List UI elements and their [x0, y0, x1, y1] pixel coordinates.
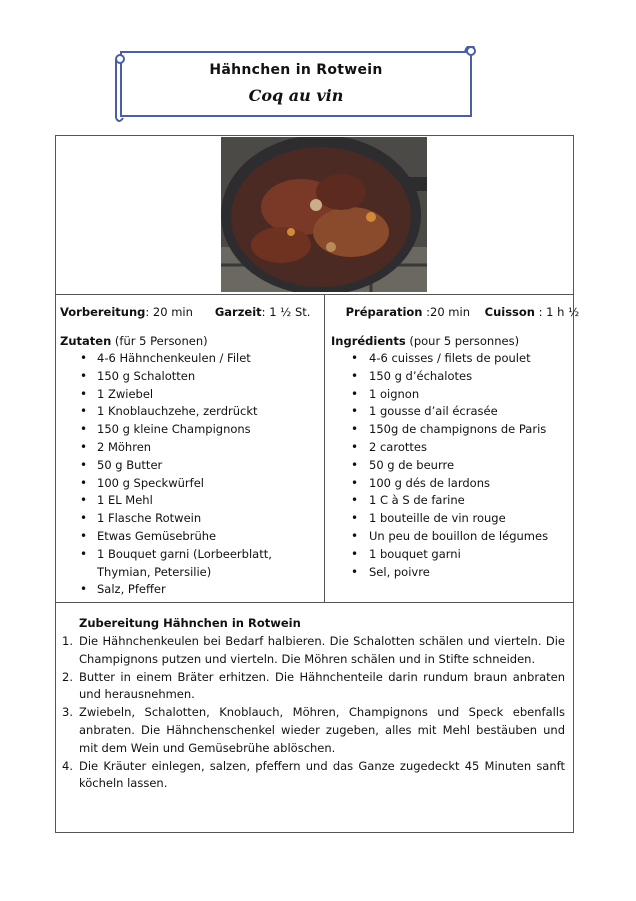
german-ingredients-label: Zutaten: [60, 334, 112, 348]
list-item: • 50 g de beurre: [331, 457, 573, 475]
french-ingredient-list: [331, 350, 573, 581]
list-item: • 1 gousse d’ail écrasée: [331, 403, 573, 421]
step-number: 2.: [62, 669, 73, 684]
list-item: • 1 Knoblauchzehe, zerdrückt: [60, 403, 324, 421]
french-ingredients-note: (pour 5 personnes): [405, 334, 520, 348]
recipe-card: [55, 135, 580, 833]
list-item: • 50 g Butter: [60, 457, 324, 475]
step-number: 3.: [62, 705, 73, 720]
german-cook-label: Garzeit: [214, 305, 262, 319]
list-item: • 1 Bouquet garni (Lorbeerblatt, Thymian, Petersilie): [60, 546, 324, 582]
step-number: 1.: [62, 634, 73, 648]
list-item: • 1 bouquet garni: [331, 546, 573, 564]
french-prep-value: :20 min: [422, 305, 470, 319]
step-text: Die Hähnchenkeulen bei Bedarf halbieren. Die Schalotten schälen und vierteln. Die Champignons putzen und vierteln. Die Möhren schälen und in Stifte schneiden.: [79, 634, 565, 666]
list-item: • 150 g kleine Champignons: [60, 421, 324, 439]
list-item: • 1 bouteille de vin rouge: [331, 510, 573, 528]
list-item: • 4-6 cuisses / filets de poulet: [331, 350, 573, 368]
list-item: • 150 g Schalotten: [60, 368, 324, 386]
german-column: [56, 294, 325, 602]
german-prep-label: Vorbereitung: [60, 305, 146, 319]
list-item: • 100 g Speckwürfel: [60, 475, 324, 493]
step-item: [62, 633, 565, 669]
french-ingredients-label: Ingrédients: [331, 334, 406, 348]
list-item: • 100 g dés de lardons: [331, 475, 573, 493]
preparation-section: [56, 602, 573, 832]
list-item: • 1 C à S de farine: [331, 492, 573, 510]
list-item: • 2 Möhren: [60, 439, 324, 457]
list-item: • 4-6 Hähnchenkeulen / Filet: [60, 350, 324, 368]
list-item: • 150 g d’échalotes: [331, 368, 573, 386]
list-item: • 1 oignon: [331, 386, 573, 404]
step-number: 4.: [62, 758, 73, 773]
german-ingredients-heading: [60, 332, 324, 350]
french-ingredients-heading: [331, 332, 573, 350]
german-times: [60, 303, 324, 325]
french-cook-label: Cuisson: [484, 305, 535, 319]
step-item: [62, 704, 565, 757]
list-item: • Etwas Gemüsebrühe: [60, 528, 324, 546]
recipe-title-french: Coq au vin: [248, 86, 344, 105]
step-text: Zwiebeln, Schalotten, Knoblauch, Möhren, Champignons und Speck ebenfalls anbraten. Die Hähnchenschenkel wieder zugeben, alles mit Mehl bestäuben und mit dem Wein und Gemüsebrühe ablöschen.: [79, 705, 565, 755]
list-item: • 150g de champignons de Paris: [331, 421, 573, 439]
list-item: • 1 EL Mehl: [60, 492, 324, 510]
german-prep-value: : 20 min: [145, 305, 193, 319]
french-prep-label: Préparation: [345, 305, 423, 319]
recipe-title-german: Hähnchen in Rotwein: [209, 62, 383, 78]
french-column: [325, 294, 580, 602]
preparation-title: Zubereitung Hähnchen in Rotwein: [79, 616, 301, 630]
list-item: • Salz, Pfeffer: [60, 581, 324, 599]
list-item: • Sel, poivre: [331, 564, 573, 582]
title-banner: [115, 46, 477, 124]
german-ingredient-list: [60, 350, 324, 599]
french-cook-value: : 1 h ½: [534, 305, 580, 319]
list-item: • Un peu de bouillon de légumes: [331, 528, 573, 546]
dish-photo-icon: [221, 137, 427, 292]
list-item: • 1 Flasche Rotwein: [60, 510, 324, 528]
step-text: Die Kräuter einlegen, salzen, pfeffern und das Ganze zugedeckt 45 Minuten sanft köcheln lassen.: [79, 758, 565, 791]
step-item: [62, 669, 565, 705]
photo-row: [56, 136, 573, 295]
list-item: • 2 carottes: [331, 439, 573, 457]
step-item: [62, 758, 565, 794]
french-times: [331, 303, 580, 325]
german-ingredients-note: (für 5 Personen): [111, 334, 208, 348]
step-text: Butter in einem Bräter erhitzen. Die Hähnchenteile darin rundum braun anbraten und herausnehmen.: [79, 669, 565, 702]
preparation-steps: [62, 633, 565, 793]
list-item: • 1 Zwiebel: [60, 386, 324, 404]
german-cook-value: : 1 ½ St.: [261, 305, 311, 319]
